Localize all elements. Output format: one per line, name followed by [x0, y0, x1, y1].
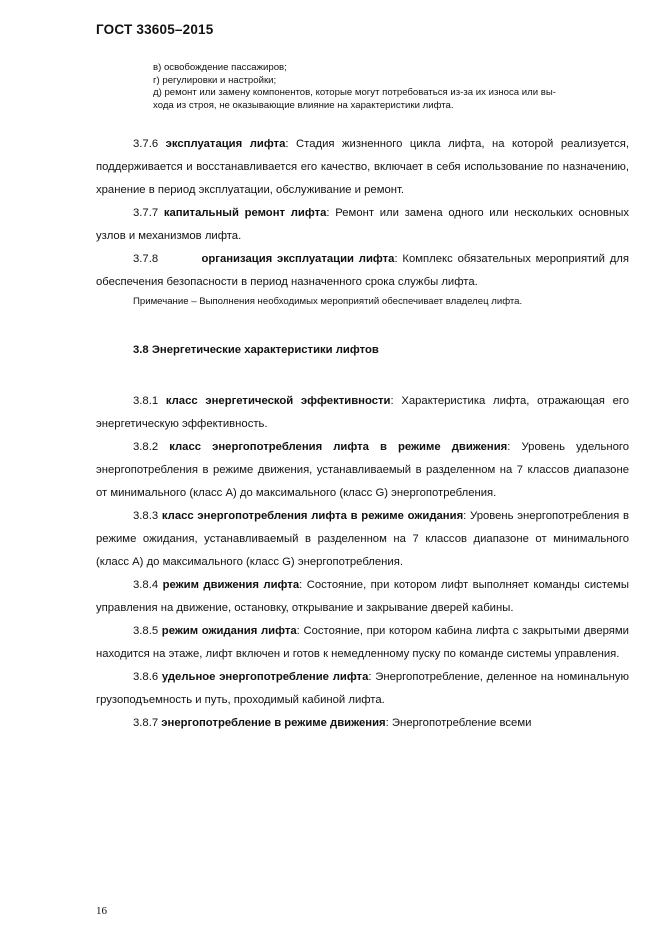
- term-definition: : Ремонт или замена одного или нескольких основных узлов и механизмов лифта.: [96, 207, 629, 242]
- term-3-7-8: [96, 248, 629, 294]
- term-definition: : Характеристика лифта, отражающая его энергетическую эффективность.: [96, 395, 630, 430]
- term-number: 3.7.8: [133, 253, 159, 265]
- term-name: класс энергопотребления лифта в режиме ожидания: [161, 510, 464, 522]
- term-definition: : Энергопотребление всеми: [385, 717, 532, 729]
- term-definition: : Уровень энергопотребления в режиме ожидания, устанавливаемый в разделенном на 7 классов диапазоне от минимального (класс А) до максимального (класс G) энергопотребления.: [96, 510, 629, 568]
- term-name: организация эксплуатации лифта: [201, 253, 395, 265]
- term-name: удельное энергопотребление лифта: [161, 671, 369, 683]
- term-3-8-3: [96, 505, 629, 574]
- term-number: 3.8.7: [133, 717, 159, 729]
- term-number: 3.7.6: [133, 138, 159, 150]
- term-name: класс энергетической эффективности: [165, 395, 391, 407]
- term-name: капитальный ремонт лифта: [163, 207, 327, 219]
- list-item: хода из строя, не оказывающие влияние на характеристики лифта.: [153, 99, 454, 111]
- term-definition: : Комплекс обязательных мероприятий для обеспечения безопасности в период назначенного срока службы лифта.: [96, 253, 629, 288]
- list-continuation: [153, 62, 623, 112]
- term-number: 3.8.3: [133, 510, 159, 522]
- term-3-8-6: [96, 666, 629, 712]
- term-3-8-5: [96, 620, 629, 666]
- term-definition: : Состояние, при котором кабина лифта с закрытыми дверями находится на этаже, лифт включен и готов к немедленному пуску по команде системы управления.: [96, 625, 629, 660]
- term-name: режим ожидания лифта: [161, 625, 297, 637]
- term-number: 3.8.4: [133, 579, 159, 591]
- term-definition: : Стадия жизненного цикла лифта, на которой реализуется, поддерживается и восстанавливается его качество, включает в себя использование по назначению, хранение в период эксплуатации, обслуживание и ремонт.: [96, 138, 630, 196]
- term-number: 3.8.2: [133, 441, 159, 453]
- term-3-8-7: [96, 712, 629, 735]
- page-header: ГОСТ 33605–2015: [96, 22, 214, 37]
- page-number: 16: [96, 905, 107, 917]
- term-name: класс энергопотребления лифта в режиме движения: [169, 441, 508, 453]
- term-definition: : Состояние, при котором лифт выполняет команды системы управления на движение, остановку, открывание и закрывание дверей кабины.: [96, 579, 630, 614]
- note-3-7-8: Примечание – Выполнения необходимых мероприятий обеспечивает владелец лифта.: [133, 296, 523, 307]
- term-number: 3.7.7: [133, 207, 159, 219]
- term-number: 3.8.6: [133, 671, 159, 683]
- list-item: в) освобождение пассажиров;: [153, 62, 287, 73]
- term-name: эксплуатация лифта: [165, 138, 286, 150]
- term-definition: : Уровень удельного энергопотребления в режиме движения, устанавливаемый в разделенном на 7 классов диапазоне от минимального (класс А) до максимального (класс G) энергопотребления.: [96, 441, 630, 499]
- term-3-7-6: [96, 133, 629, 202]
- list-item: г) регулировки и настройки;: [153, 74, 277, 86]
- list-item: д) ремонт или замену компонентов, которые могут потребоваться из-за их износа или вы-: [153, 87, 556, 99]
- term-name: энергопотребление в режиме движения: [161, 717, 386, 729]
- term-3-8-1: [96, 390, 629, 436]
- section-title: 3.8 Энергетические характеристики лифтов: [133, 344, 379, 356]
- term-number: 3.8.1: [133, 395, 159, 407]
- document-body: [96, 133, 629, 735]
- term-name: режим движения лифта: [162, 579, 300, 591]
- term-3-8-2: [96, 436, 629, 505]
- term-number: 3.8.5: [133, 625, 159, 637]
- term-definition: : Энергопотребление, деленное на номинальную грузоподъемность и путь, проходимый кабиной лифта.: [96, 671, 629, 706]
- term-3-8-4: [96, 574, 629, 620]
- term-3-7-7: [96, 202, 629, 248]
